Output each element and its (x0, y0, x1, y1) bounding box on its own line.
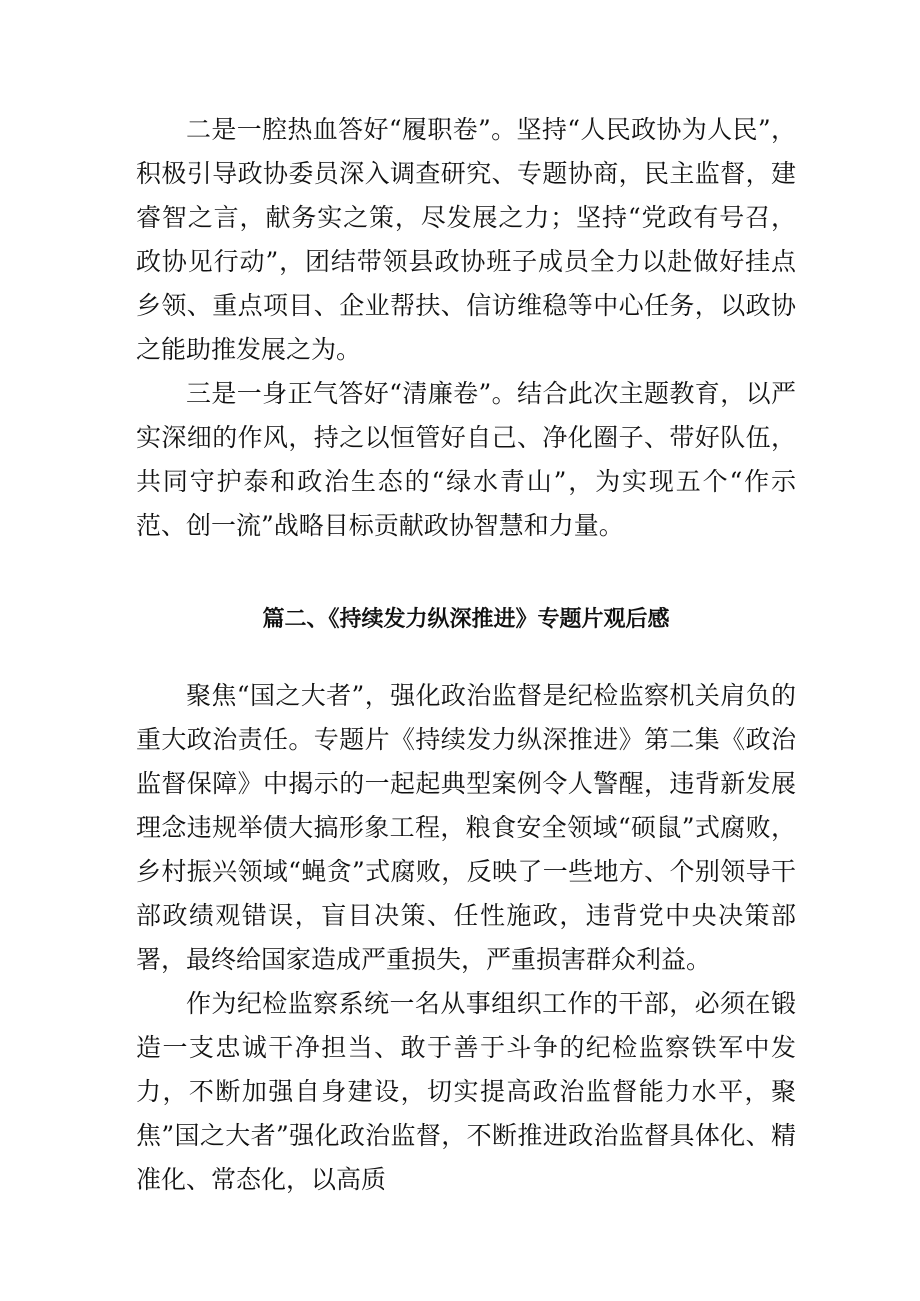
paragraph: 聚焦“国之大者”，强化政治监督是纪检监察机关肩负的重大政治责任。专题片《持续发力纵深推进》第二集《政治监督保障》中揭示的一起起典型案例令人警醒，违背新发展理念违规举债大搞形象工程，粮食安全领域“硕鼠”式腐败，乡村振兴领域“蝇贪”式腐败，反映了一些地方、个别领导干部政绩观错误，盲目决策、任性施政，违背党中央决策部署，最终给国家造成严重损失，严重损害群众利益。 (136, 681, 796, 974)
section-title: 篇二、《持续发力纵深推进》专题片观后感 (262, 607, 670, 632)
paragraph: 作为纪检监察系统一名从事组织工作的干部，必须在锻造一支忠诚干净担当、敢于善于斗争的纪检监察铁军中发力，不断加强自身建设，切实提高政治监督能力水平，聚焦”国之大者”强化政治监督，不断推进政治监督具体化、精准化、常态化，以高质 (136, 989, 796, 1194)
section-one-body (136, 108, 796, 548)
paragraph: 二是一腔热血答好“履职卷”。坚持“人民政协为人民”，积极引导政协委员深入调查研究、专题协商，民主监督，建睿智之言，献务实之策，尽发展之力；坚持“党政有号召，政协见行动”，团结带领县政协班子成员全力以赴做好挂点乡领、重点项目、企业帮扶、信访维稳等中心任务，以政协之能助推发展之为。 (136, 115, 796, 364)
section-two-body (136, 674, 796, 1202)
paragraph: 三是一身正气答好“清廉卷”。结合此次主题教育，以严实深细的作风，持之以恒管好自己、净化圈子、带好队伍，共同守护泰和政治生态的“绿水青山”，为实现五个“作示范、创一流”战略目标贡献政协智慧和力量。 (136, 379, 796, 540)
